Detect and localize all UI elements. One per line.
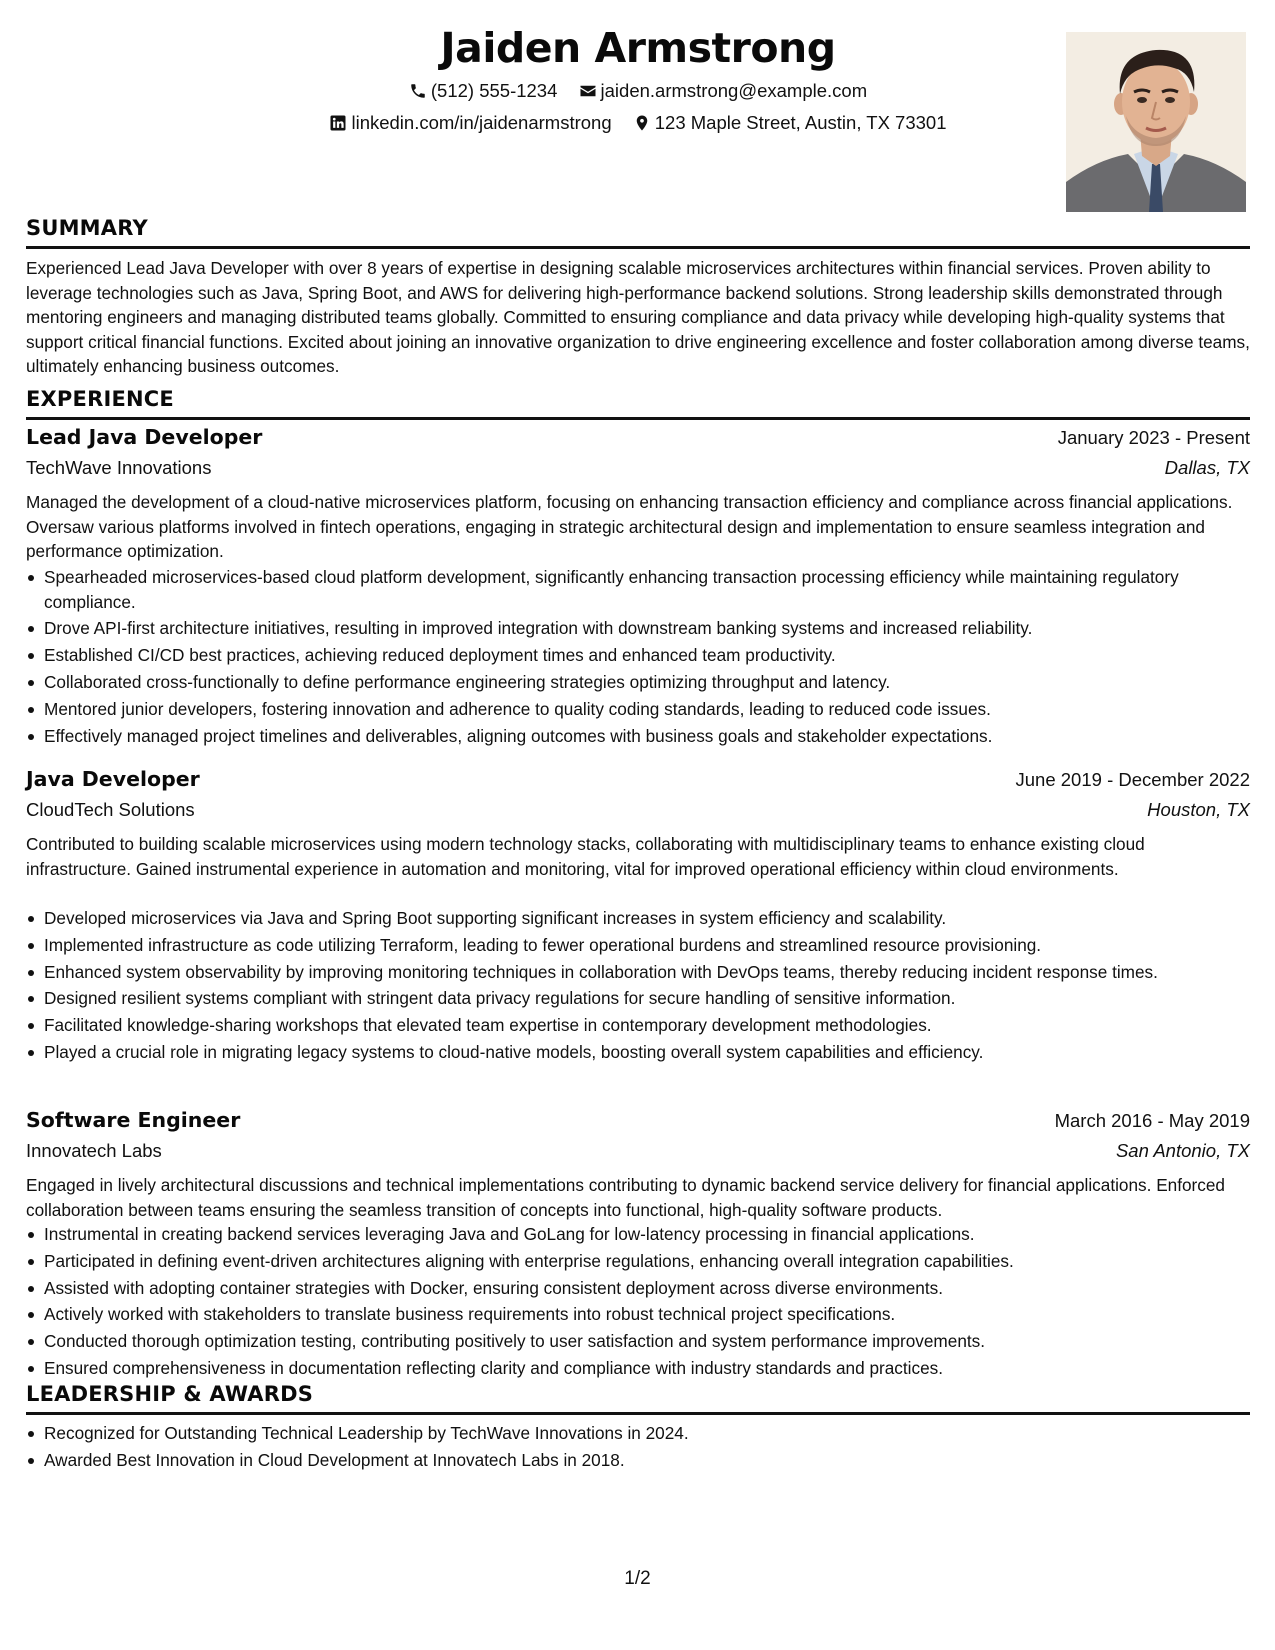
envelope-icon (579, 82, 597, 100)
job-subheader (26, 799, 1250, 825)
job-company: TechWave Innovations (26, 457, 212, 478)
job-dates: March 2016 - May 2019 (1054, 1110, 1250, 1131)
list-item: Collaborated cross-functionally to define performance engineering strategies optimizing throughput and latency. (26, 670, 1250, 695)
job-dates: January 2023 - Present (1057, 427, 1250, 448)
page-number: 1/2 (624, 1568, 651, 1589)
job-description: Managed the development of a cloud-native microservices platform, focusing on enhancing transaction efficiency and compliance across financial applications. Oversaw various platforms involved in fintech operations, engaging in strategic architectural design and implementation to ensure seamless integration and performance optimization. (26, 492, 1233, 562)
contact-email[interactable] (579, 80, 868, 102)
contact-linkedin[interactable] (329, 112, 611, 134)
summary-text: Experienced Lead Java Developer with over 8 years of expertise in designing scalable microservices architectures within financial services. Proven ability to leverage technologies such as Java, Spring Boot, and AWS for delivering high-performance backend solutions. Strong leadership skills demonstrated through mentoring engineers and managing distributed teams globally. Committed to ensuring compliance and data privacy while developing high-quality systems that support critical financial functions. Excited about joining an innovative organization to drive engineering excellence and foster collaboration among diverse teams, ultimately enhancing business outcomes. (26, 258, 1250, 377)
list-item: Instrumental in creating backend services leveraging Java and GoLang for low-latency processing in financial applications. (26, 1222, 1250, 1247)
resume-header (26, 22, 1250, 222)
section-title-experience: EXPERIENCE (26, 387, 1250, 420)
section-title-summary: SUMMARY (26, 216, 1250, 249)
list-item: Conducted thorough optimization testing, contributing positively to user satisfaction and system performance improvements. (26, 1329, 1250, 1354)
list-item: Ensured comprehensiveness in documentation reflecting clarity and compliance with industry standards and practices. (26, 1356, 1250, 1381)
map-pin-icon (633, 114, 651, 132)
list-item: Spearheaded microservices-based cloud platform development, significantly enhancing transaction processing efficiency while maintaining regulatory compliance. (26, 565, 1250, 614)
list-item: Designed resilient systems compliant with stringent data privacy regulations for secure handling of sensitive information. (26, 986, 1250, 1011)
job-company: CloudTech Solutions (26, 799, 195, 820)
list-item: Effectively managed project timelines and deliverables, aligning outcomes with business goals and stakeholder expectations. (26, 724, 1250, 749)
job-header (26, 767, 1250, 795)
linkedin-text: linkedin.com/in/jaidenarmstrong (351, 112, 612, 133)
job-subheader (26, 457, 1250, 483)
portrait-image (1066, 32, 1246, 212)
job-company: Innovatech Labs (26, 1140, 162, 1161)
phone-icon (409, 82, 427, 100)
list-item: Actively worked with stakeholders to translate business requirements into robust technical project specifications. (26, 1302, 1250, 1327)
job-description: Contributed to building scalable microservices using modern technology stacks, collaborating with multidisciplinary teams to enhance existing cloud infrastructure. Gained instrumental experience in automation and monitoring, vital for improved operational efficiency within cloud environments. (26, 834, 1145, 879)
section-title-awards: LEADERSHIP & AWARDS (26, 1382, 1250, 1415)
list-item: Mentored junior developers, fostering innovation and adherence to quality coding standards, leading to reduced code issues. (26, 697, 1250, 722)
job-subheader (26, 1140, 1250, 1166)
list-item: Assisted with adopting container strategies with Docker, ensuring consistent deployment across diverse environments. (26, 1276, 1250, 1301)
contact-phone[interactable] (409, 80, 558, 102)
job-location: Houston, TX (1147, 799, 1250, 820)
list-item: Developed microservices via Java and Spring Boot supporting significant increases in system efficiency and scalability. (26, 906, 1250, 931)
job-header (26, 425, 1250, 453)
job-dates: June 2019 - December 2022 (1015, 769, 1250, 790)
list-item: Recognized for Outstanding Technical Leadership by TechWave Innovations in 2024. (26, 1421, 1250, 1446)
job-bullets (26, 1222, 1250, 1383)
job-title: Java Developer (26, 767, 200, 791)
list-item: Facilitated knowledge-sharing workshops that elevated team expertise in contemporary development methodologies. (26, 1013, 1250, 1038)
list-item: Established CI/CD best practices, achieving reduced deployment times and enhanced team productivity. (26, 643, 1250, 668)
list-item: Drove API-first architecture initiatives, resulting in improved integration with downstream banking systems and increased reliability. (26, 616, 1250, 641)
list-item: Awarded Best Innovation in Cloud Development at Innovatech Labs in 2018. (26, 1448, 1250, 1473)
list-item: Implemented infrastructure as code utilizing Terraform, leading to fewer operational burdens and streamlined resource provisioning. (26, 933, 1250, 958)
job-description: Engaged in lively architectural discussions and technical implementations contributing to dynamic backend service delivery for financial applications. Enforced collaboration between teams ensuring the seamless transition of concepts into functional, high-quality software products. (26, 1175, 1225, 1220)
list-item: Played a crucial role in migrating legacy systems to cloud-native models, boosting overall system capabilities and efficiency. (26, 1040, 1250, 1065)
list-item: Participated in defining event-driven architectures aligning with enterprise regulations, enhancing overall integration capabilities. (26, 1249, 1250, 1274)
phone-text: (512) 555-1234 (430, 80, 558, 101)
job-header (26, 1108, 1250, 1136)
job-title: Software Engineer (26, 1108, 241, 1132)
job-location: Dallas, TX (1164, 457, 1250, 478)
job-location: San Antonio, TX (1115, 1140, 1250, 1161)
awards-bullets (26, 1421, 1250, 1475)
address-text: 123 Maple Street, Austin, TX 73301 (654, 112, 947, 133)
email-text: jaiden.armstrong@example.com (600, 80, 868, 101)
linkedin-icon (329, 114, 347, 132)
contact-address (633, 112, 947, 134)
profile-photo (1066, 32, 1246, 212)
job-title: Lead Java Developer (26, 425, 263, 449)
candidate-name: Jaiden Armstrong (440, 24, 836, 72)
job-bullets (26, 565, 1250, 750)
job-bullets (26, 906, 1250, 1067)
list-item: Enhanced system observability by improving monitoring techniques in collaboration with DevOps teams, thereby reducing incident response times. (26, 960, 1250, 985)
